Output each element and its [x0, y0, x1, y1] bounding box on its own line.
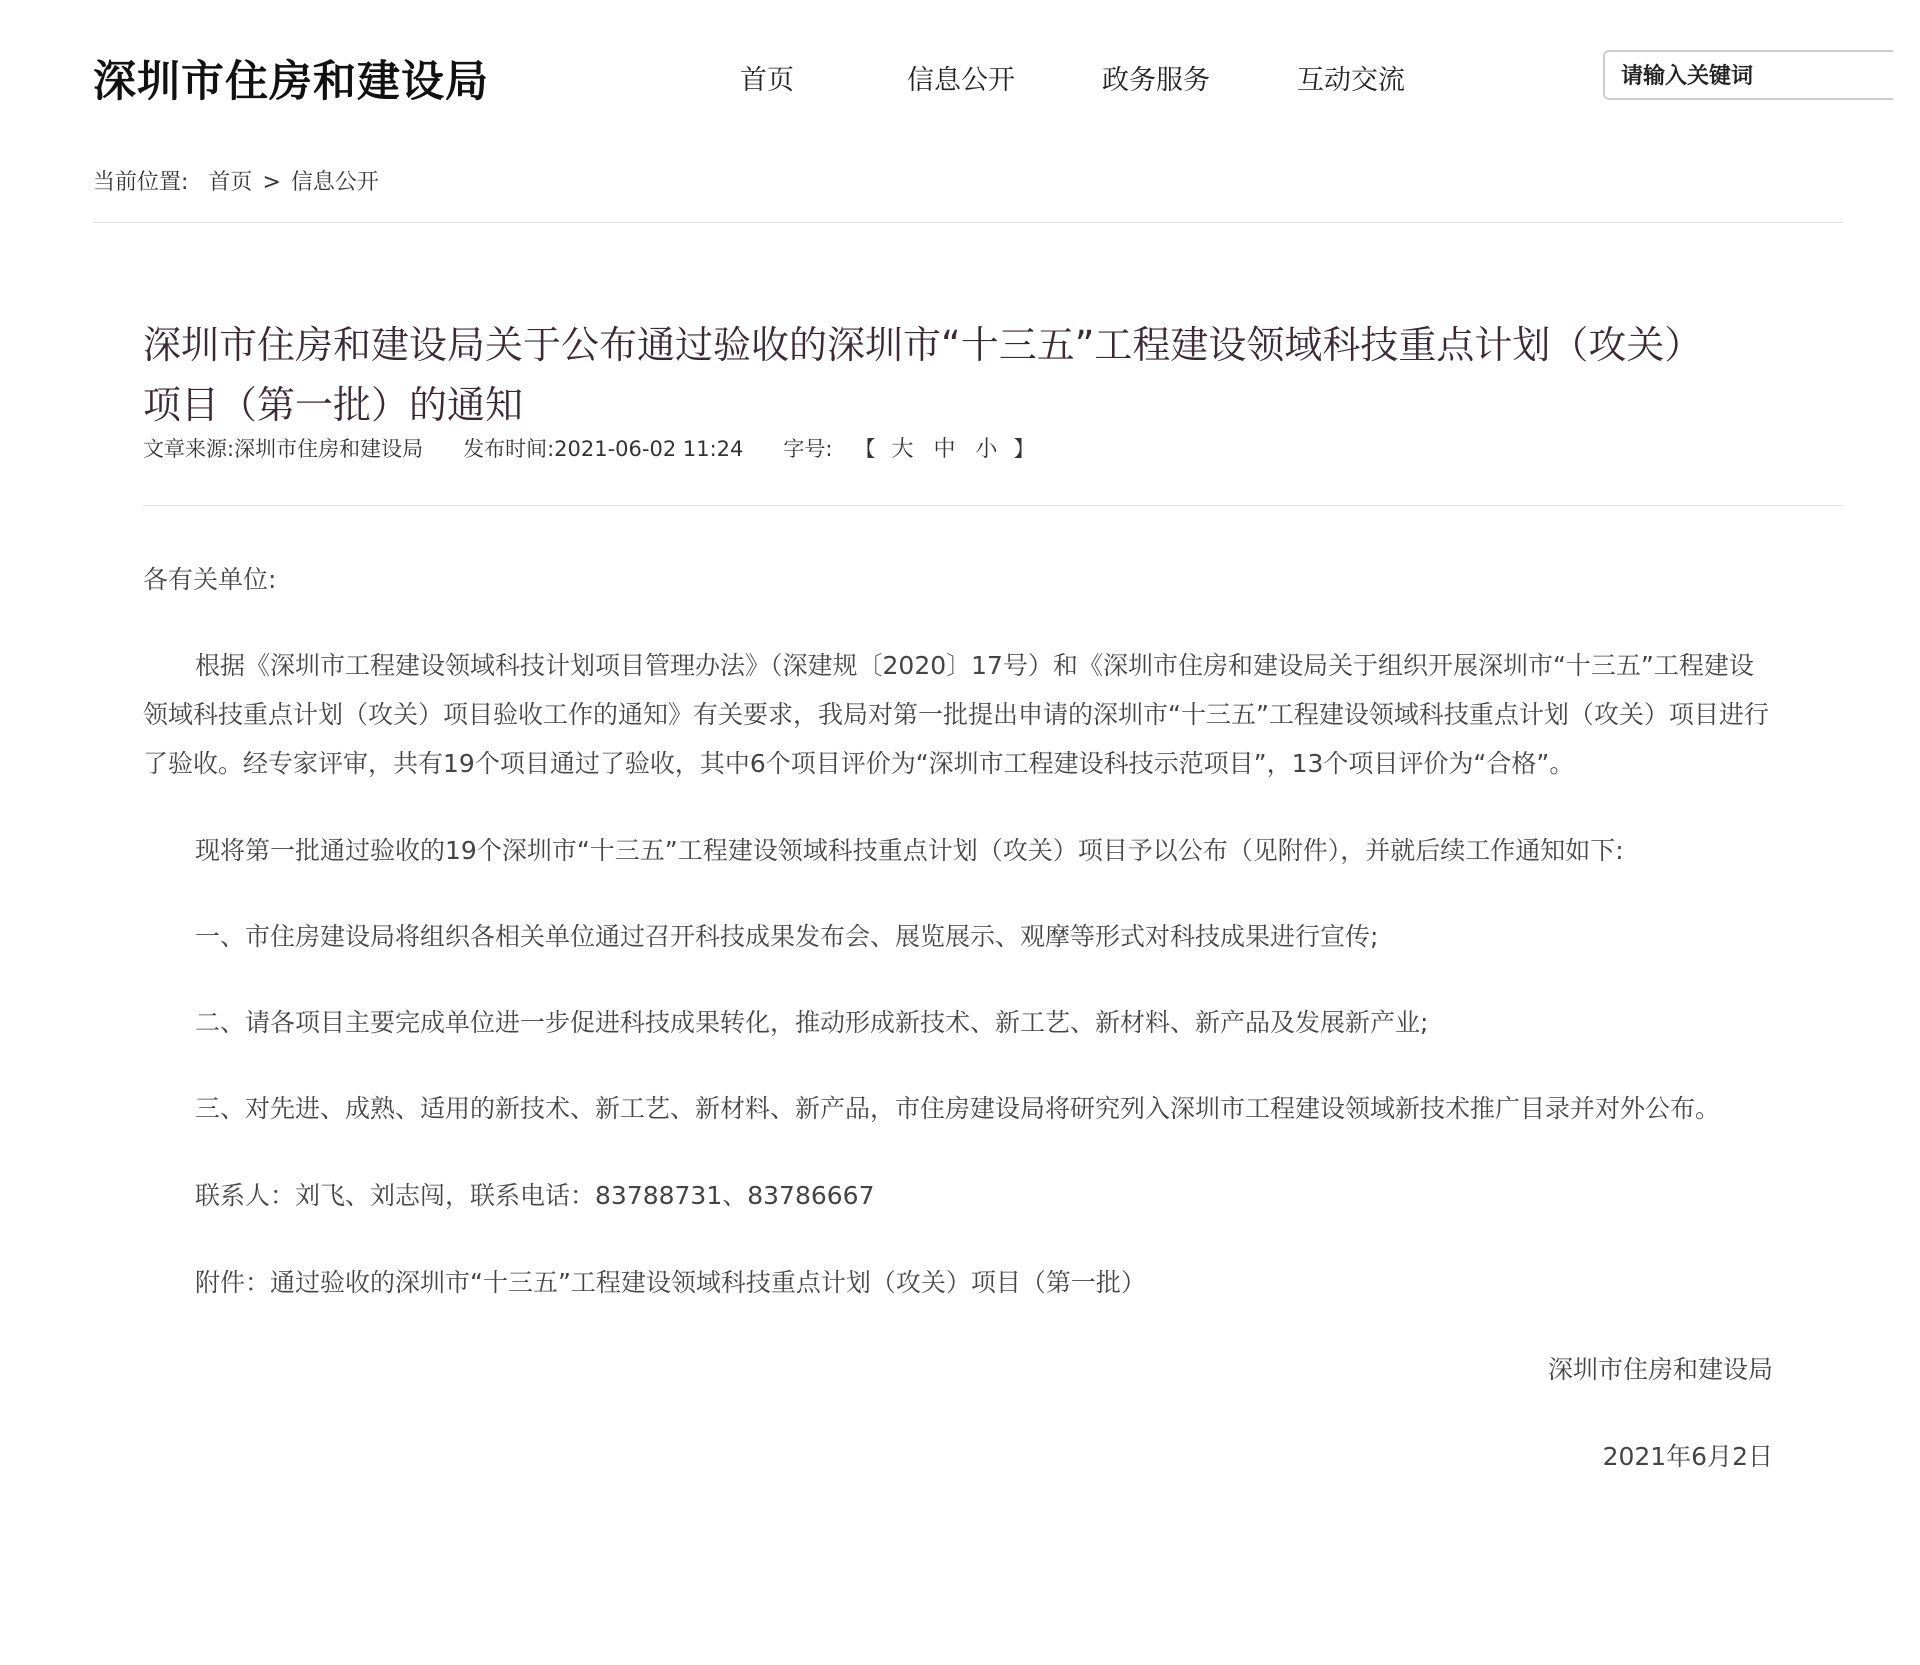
source-value: 深圳市住房和建设局	[234, 436, 424, 461]
attachment-link[interactable]: 附件：通过验收的深圳市“十三五”工程建设领域科技重点计划（攻关）项目（第一批）	[195, 1268, 1146, 1297]
font-size-medium-button[interactable]: 中	[933, 437, 956, 462]
signature-date: 2021年6月2日	[1602, 1442, 1773, 1471]
body-item-2: 二、请各项目主要完成单位进一步促进科技成果转化，推动形成新技术、新工艺、新材料、新产品及发展新产业;	[195, 1008, 1429, 1037]
breadcrumb-separator: >	[262, 170, 281, 195]
body-item-3: 三、对先进、成熟、适用的新技术、新工艺、新材料、新产品，市住房建设局将研究列入深圳市工程建设领域新技术推广目录并对外公布。	[195, 1094, 1721, 1123]
search-input[interactable]	[1619, 60, 1853, 92]
breadcrumb-prefix: 当前位置:	[93, 170, 189, 195]
font-size-label: 字号:	[783, 436, 833, 461]
search-box	[1603, 50, 1893, 100]
font-size-switch	[783, 432, 1040, 463]
nav-government-services[interactable]: 政务服务	[1102, 65, 1210, 96]
body-paragraph-2: 现将第一批通过验收的19个深圳市“十三五”工程建设领域科技重点计划（攻关）项目予以公布（见附件），并就后续工作通知如下:	[195, 836, 1624, 865]
signature-organization: 深圳市住房和建设局	[1547, 1355, 1773, 1384]
nav-interaction[interactable]: 互动交流	[1297, 65, 1405, 96]
font-size-bracket-close: 】	[1013, 436, 1035, 461]
font-size-small-button[interactable]: 小	[975, 437, 998, 462]
time-value: 2021-06-02 11:24	[554, 436, 744, 461]
nav-home[interactable]: 首页	[740, 65, 794, 96]
article-title: 深圳市住房和建设局关于公布通过验收的深圳市“十三五”工程建设领域科技重点计划（攻关）项目（第一批）的通知	[143, 323, 1703, 428]
article-divider	[143, 505, 1843, 506]
body-item-1: 一、市住房建设局将组织各相关单位通过召开科技成果发布会、展览展示、观摩等形式对科技成果进行宣传;	[195, 922, 1379, 951]
site-header	[0, 0, 1920, 150]
breadcrumb-home-link[interactable]: 首页	[208, 170, 253, 195]
body-paragraph-1: 根据《深圳市工程建设领域科技计划项目管理办法》（深建规〔2020〕17号）和《深圳市住房和建设局关于组织开展深圳市“十三五”工程建设领域科技重点计划（攻关）项目验收工作的通知》有关要求，我局对第一批提出申请的深圳市“十三五”工程建设领域科技重点计划（攻关）项目进行了验收。经专家评审，共有19个项目通过了验收，其中6个项目评价为“深圳市工程建设科技示范项目”，13个项目评价为“合格”。	[143, 651, 1769, 778]
site-title[interactable]: 深圳市住房和建设局	[93, 57, 489, 107]
article-body	[143, 555, 1773, 1481]
contact-info: 联系人：刘飞、刘志闯，联系电话：83788731、83786667	[195, 1181, 875, 1210]
time-label: 发布时间:	[463, 436, 555, 461]
font-size-bracket-open: 【	[854, 436, 876, 461]
article-publish-time	[463, 433, 743, 463]
breadcrumb-current-link[interactable]: 信息公开	[290, 170, 379, 195]
font-size-large-button[interactable]: 大	[891, 437, 914, 462]
nav-info-disclosure[interactable]: 信息公开	[907, 65, 1015, 96]
article-meta	[143, 432, 1041, 463]
source-label: 文章来源:	[143, 436, 235, 461]
salutation: 各有关单位:	[143, 565, 277, 594]
article-source	[143, 433, 423, 463]
breadcrumb-divider	[93, 222, 1843, 223]
breadcrumb	[93, 165, 379, 196]
